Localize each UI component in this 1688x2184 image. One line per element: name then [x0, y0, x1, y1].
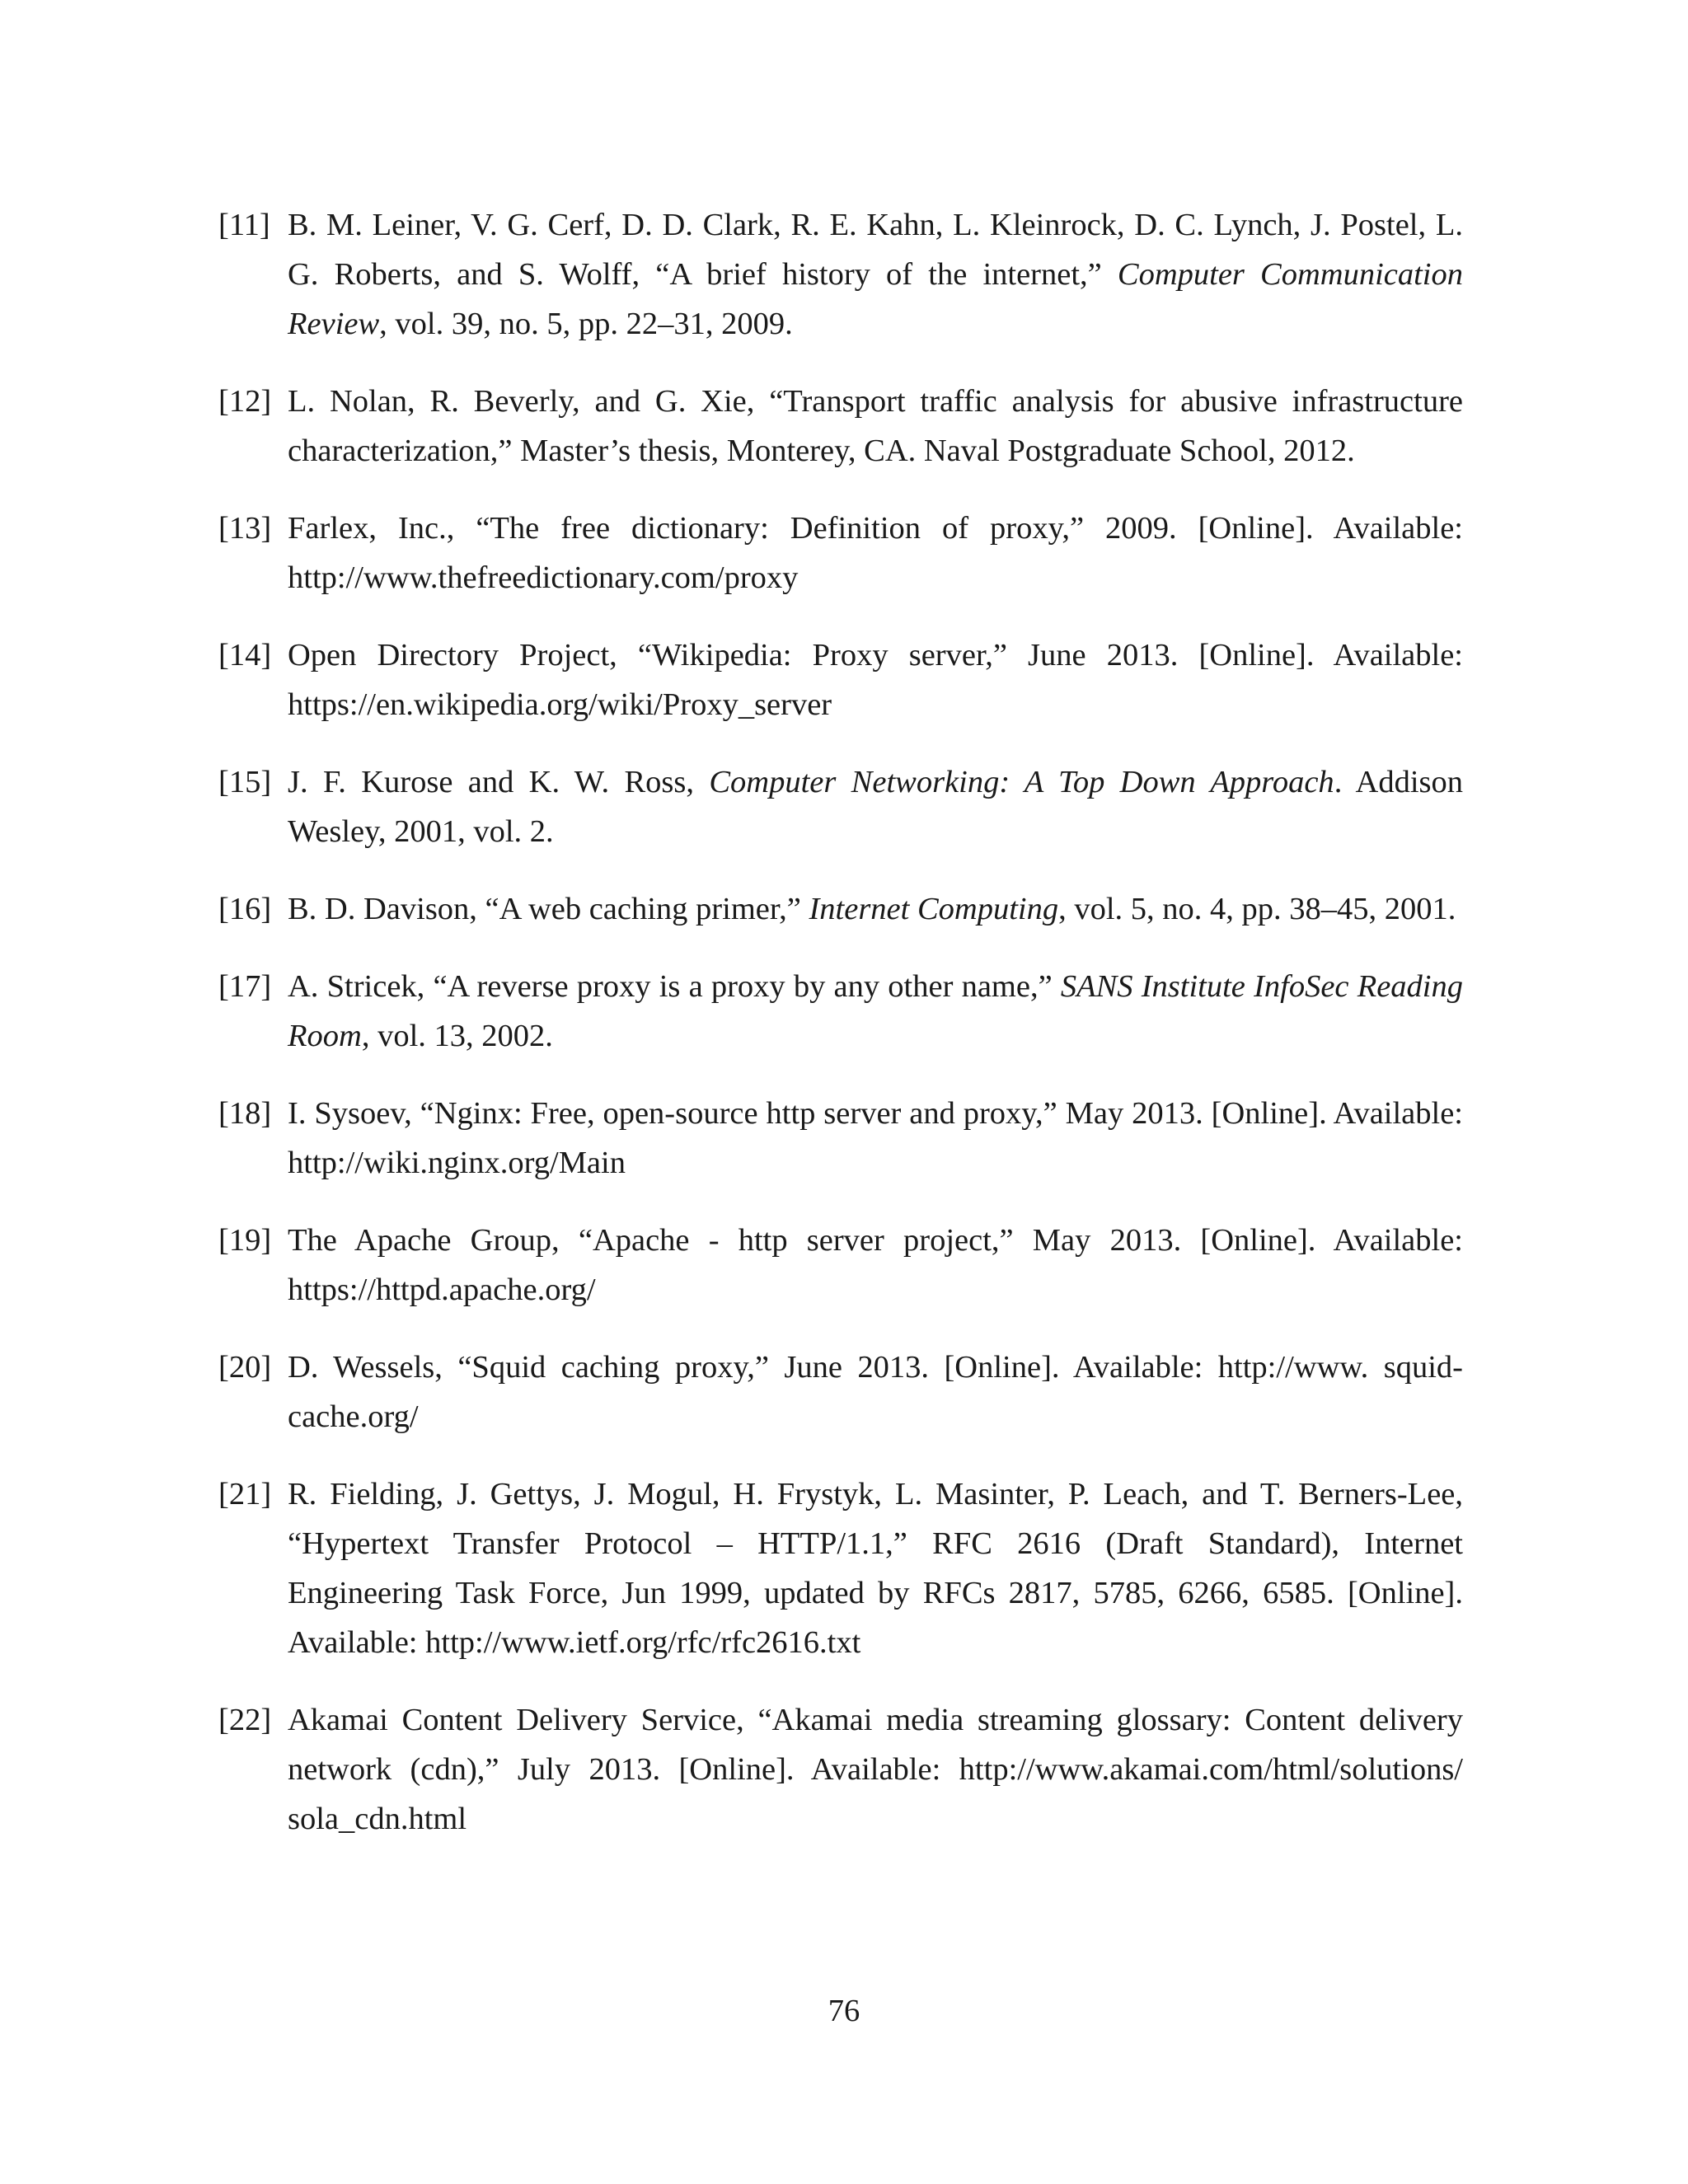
reference-venue: Computer Networking: A Top Down Approach — [709, 765, 1334, 799]
reference-text — [288, 765, 1463, 849]
reference-number: [20] — [218, 1350, 272, 1385]
reference-text — [288, 638, 1463, 722]
reference-item — [218, 1343, 1463, 1441]
reference-number: [12] — [218, 384, 272, 419]
reference-segment: D. Wessels, “Squid caching proxy,” June 2013. [Online]. Available: http://www. squid-cache.org/ — [288, 1350, 1463, 1434]
reference-segment: I. Sysoev, “Nginx: Free, open-source http server and proxy,” May 2013. [Online]. Available: http://wiki.nginx.org/Main — [288, 1096, 1463, 1180]
reference-number: [11] — [218, 208, 270, 242]
reference-number: [18] — [218, 1096, 272, 1131]
reference-number: [22] — [218, 1703, 272, 1737]
reference-number: [21] — [218, 1477, 272, 1511]
reference-segment: . Addison Wesley, 2001, vol. 2. — [288, 765, 1464, 849]
reference-venue: Internet Computing — [809, 892, 1059, 926]
reference-segment: The Apache Group, “Apache - http server project,” May 2013. [Online]. Available: https://httpd.apache.org/ — [288, 1223, 1463, 1307]
reference-number: [13] — [218, 511, 272, 546]
reference-item — [218, 1695, 1463, 1844]
reference-item — [218, 377, 1463, 476]
reference-segment: J. F. Kurose and K. W. Ross, — [288, 765, 710, 799]
reference-item — [218, 884, 1463, 934]
reference-segment: B. M. Leiner, V. G. Cerf, D. D. Clark, R. E. Kahn, L. Kleinrock, D. C. Lynch, J. Postel, L. G. Roberts, and S. Wolff, “A brief history of the internet,” — [288, 208, 1463, 292]
reference-segment: Farlex, Inc., “The free dictionary: Definition of proxy,” 2009. [Online]. Available: http://www.thefreedictionary.com/proxy — [288, 511, 1463, 595]
reference-text — [288, 1477, 1463, 1660]
reference-item — [218, 1469, 1463, 1667]
reference-item — [218, 1089, 1463, 1188]
reference-item — [218, 200, 1463, 349]
reference-number: [19] — [218, 1223, 272, 1258]
reference-text — [288, 1350, 1463, 1434]
reference-segment: R. Fielding, J. Gettys, J. Mogul, H. Frystyk, L. Masinter, P. Leach, and T. Berners-Lee, “Hypertext Transfer Protocol – HTTP/1.1,” RFC 2616 (Draft Standard), Internet Engineering Task Force, Jun 1999, updated by RFCs 2817, 5785, 6266, 6585. [Online]. Available: http://www.ietf.org/rfc/rfc2616.txt — [288, 1477, 1463, 1660]
reference-text — [288, 1703, 1463, 1836]
reference-venue: Computer Communication Review — [288, 257, 1463, 341]
reference-segment: B. D. Davison, “A web caching primer,” — [288, 892, 809, 926]
reference-text — [288, 969, 1463, 1053]
reference-number: [16] — [218, 892, 272, 926]
reference-text — [288, 892, 1456, 926]
reference-segment: A. Stricek, “A reverse proxy is a proxy by any other name,” — [288, 969, 1061, 1004]
reference-segment: , vol. 5, no. 4, pp. 38–45, 2001. — [1058, 892, 1456, 926]
reference-number: [14] — [218, 638, 272, 673]
reference-segment: , vol. 13, 2002. — [361, 1019, 553, 1053]
reference-text — [288, 208, 1463, 341]
reference-item — [218, 757, 1463, 856]
reference-list — [218, 200, 1463, 1872]
reference-number: [17] — [218, 969, 272, 1004]
reference-item — [218, 962, 1463, 1061]
reference-text — [288, 384, 1463, 468]
reference-number: [15] — [218, 765, 272, 799]
reference-segment: L. Nolan, R. Beverly, and G. Xie, “Transport traffic analysis for abusive infrastructure characterization,” Master’s thesis, Monterey, CA. Naval Postgraduate School, 2012. — [288, 384, 1463, 468]
reference-segment: Akamai Content Delivery Service, “Akamai media streaming glossary: Content delivery network (cdn),” July 2013. [Online]. Available: http://www.akamai.com/html/solutions/ sola_cdn.html — [288, 1703, 1463, 1836]
reference-text — [288, 511, 1463, 595]
reference-segment: , vol. 39, no. 5, pp. 22–31, 2009. — [379, 307, 793, 341]
reference-text — [288, 1223, 1463, 1307]
reference-item — [218, 630, 1463, 729]
reference-text — [288, 1096, 1463, 1180]
reference-segment: Open Directory Project, “Wikipedia: Proxy server,” June 2013. [Online]. Available: https://en.wikipedia.org/wiki/Proxy_server — [288, 638, 1463, 722]
reference-item — [218, 504, 1463, 602]
page-number: 76 — [828, 1994, 860, 2028]
reference-venue: SANS Institute InfoSec Reading Room — [288, 969, 1463, 1053]
reference-item — [218, 1216, 1463, 1315]
